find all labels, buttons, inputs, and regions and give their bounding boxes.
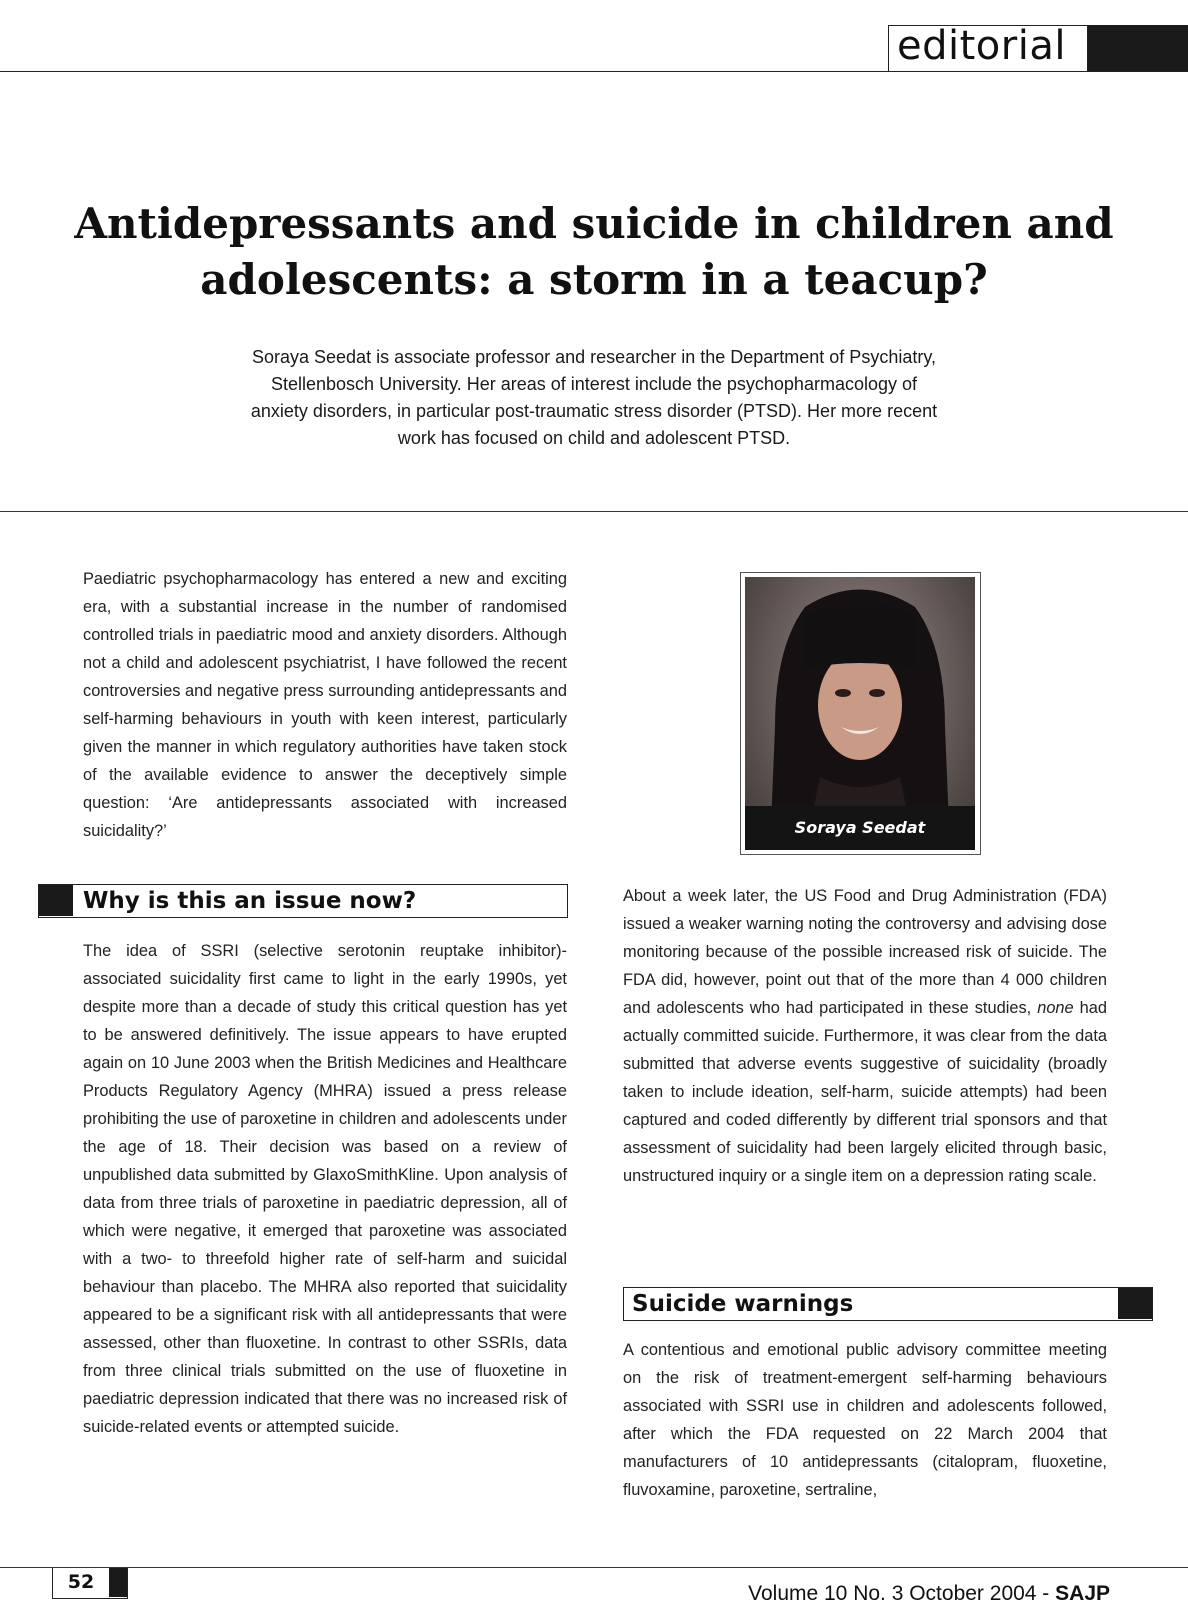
author-bio: Soraya Seedat is associate professor and researcher in the Department of Psychiatry, Stellenbosch University. Her areas of interest include the psychopharmacology of anxiety disorders, in particular post-traumatic stress disorder (PTSD). Her more recent work has focused on child and adolescent PTSD. bbox=[250, 347, 938, 448]
emphasis-none: none bbox=[1037, 999, 1074, 1017]
section-tab-block bbox=[1088, 25, 1188, 71]
author-photo-frame bbox=[740, 572, 981, 855]
section-heading-text: Suicide warnings bbox=[632, 1291, 854, 1317]
journal-name: SAJP bbox=[1055, 1582, 1110, 1605]
section-paragraph: The idea of SSRI (selective serotonin reuptake inhibitor)-associated suicidality first came to light in the early 1990s, yet despite more than a decade of study this critical question has yet to be answered definitively. The issue appears to have erupted again on 10 June 2003 when the British Medicines and Healthcare Products Regulatory Agency (MHRA) issued a press release prohibiting the use of paroxetine in children and adolescents under the age of 18. Their decision was based on a review of unpublished data submitted by GlaxoSmithKline. Upon analysis of data from three trials of paroxetine in paediatric depression, all of which were negative, it emerged that paroxetine was associated with a two- to threefold higher rate of self-harm and suicidal behaviour than placebo. The MHRA also reported that suicidality appeared to be a significant risk with all antidepressants that were assessed, other than fluoxetine. In contrast to other SSRIs, data from three clinical trials submitted on the use of fluoxetine in paediatric depression indicated that there was no increased risk of suicide-related events or attempted suicide. bbox=[83, 942, 567, 1436]
photo-caption-bar bbox=[745, 806, 975, 850]
author-photo bbox=[745, 577, 975, 850]
page-number-marker bbox=[109, 1568, 127, 1597]
page-number: 52 bbox=[67, 1571, 95, 1593]
footer-rule bbox=[0, 1567, 1188, 1568]
heading-marker bbox=[1118, 1288, 1152, 1319]
section-heading-suicide-warnings bbox=[623, 1287, 1153, 1321]
header-rule bbox=[0, 71, 1188, 72]
article-title: Antidepressants and suicide in children and adolescents: a storm in a teacup? bbox=[74, 199, 1114, 304]
photo-caption: Soraya Seedat bbox=[794, 818, 926, 837]
bio-divider bbox=[0, 511, 1188, 512]
intro-paragraph: Paediatric psychopharmacology has entered a new and exciting era, with a substantial increase in the number of randomised controlled trials in paediatric mood and anxiety disorders. Although not a child and adolescent psychiatrist, I have followed the recent controversies and negative press surrounding antidepressants and self-harming behaviours in youth with keen interest, particularly given the manner in which regulatory authorities have taken stock of the available evidence to answer the deceptively simple question: ‘Are antidepressants associated with increased suicidality?’ bbox=[83, 570, 567, 840]
fda-paragraph bbox=[623, 882, 1107, 1190]
footer-issue-info bbox=[680, 1581, 1110, 1607]
page-number-box bbox=[52, 1568, 128, 1599]
issue-details: Volume 10 No. 3 October 2004 - bbox=[748, 1582, 1056, 1605]
section-heading-why-issue bbox=[38, 884, 568, 918]
heading-marker bbox=[39, 885, 73, 916]
fda-text-before: About a week later, the US Food and Drug Administration (FDA) issued a weaker warning noting the controversy and advising dose monitoring because of the possible increased risk of suicide. The FDA did, however, point out that of the more than 4 000 children and adolescents who had participated in these studies, bbox=[623, 887, 1107, 1017]
fda-text-after: had actually committed suicide. Furthermore, it was clear from the data submitted that adverse events suggestive of suicidality (broadly taken to include ideation, self-harm, suicide attempts) had been captured and coded differently by different trial sponsors and that assessment of suicidality had been largely elicited through basic, unstructured inquiry or a single item on a depression rating scale. bbox=[623, 999, 1108, 1185]
section-label: editorial bbox=[888, 25, 1088, 71]
section-paragraph: A contentious and emotional public advisory committee meeting on the risk of treatment-emergent self-harming behaviours associated with SSRI use in children and adolescents followed, after which the FDA requested on 22 March 2004 that manufacturers of 10 antidepressants (citalopram, fluoxetine, fluvoxamine, paroxetine, sertraline, bbox=[623, 1341, 1107, 1499]
section-heading-text: Why is this an issue now? bbox=[83, 888, 417, 914]
